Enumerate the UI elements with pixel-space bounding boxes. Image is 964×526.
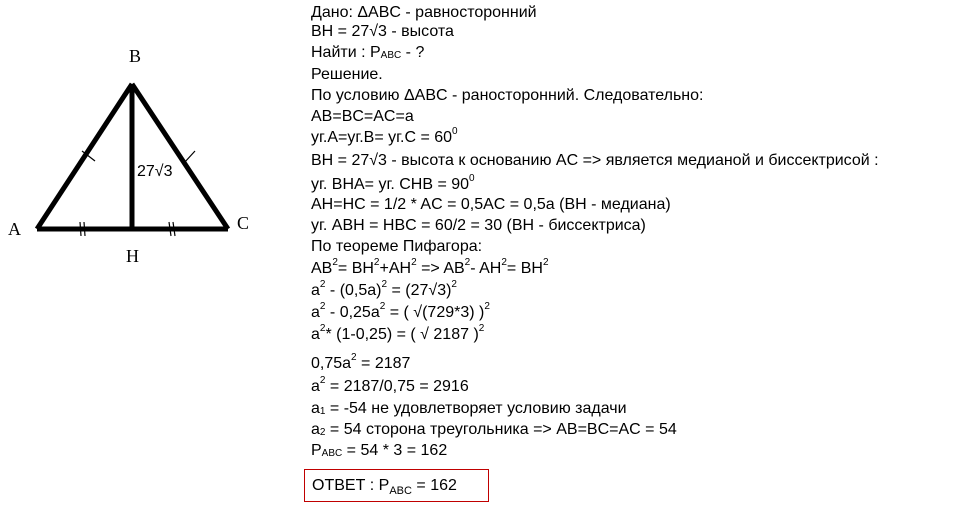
pythagoras-heading: По теореме Пифагора: (311, 238, 483, 255)
exp: 2 (379, 301, 386, 312)
eq5-b: = 2187 (356, 355, 411, 372)
eq2-a: a (311, 282, 320, 299)
tick-ah-2 (84, 222, 85, 236)
foot-h-label: H (126, 246, 139, 266)
root1-b: = -54 не удовлетворяет условию задачи (325, 400, 627, 417)
angles-line (311, 126, 458, 147)
side-ab (37, 84, 132, 229)
answer-suffix: = 162 (411, 477, 457, 494)
equation-4 (311, 323, 485, 344)
exp: 2 (319, 301, 326, 312)
exp: 2 (478, 323, 485, 334)
angles-degree: 0 (452, 126, 458, 137)
exp: 2 (319, 323, 326, 334)
sides-equal-line: AB=BC=AC=a (311, 108, 414, 125)
exp: 2 (319, 279, 326, 290)
eq3-c: = ( √(729*3) ) (385, 304, 485, 321)
exp: 2 (411, 257, 417, 268)
exp: 2 (332, 257, 338, 268)
triangle-diagram (0, 0, 300, 300)
tick-bc (184, 151, 195, 163)
exp: 2 (319, 375, 326, 386)
angles-text: уг.A=уг.B= уг.C = 60 (311, 129, 453, 146)
equation-5 (311, 352, 411, 373)
find-prefix: Найти : P (311, 44, 381, 61)
root-2-line (311, 421, 677, 442)
root2-b: = 54 сторона треугольника => AB=BC=AC = 54 (325, 421, 677, 438)
eq3-b: - 0,25a (325, 304, 380, 321)
perimeter-a: P (311, 442, 322, 459)
side-bc (132, 84, 228, 229)
answer-sub: ABC (389, 485, 412, 498)
answer-line (312, 477, 457, 497)
eq4-b: * (1-0,25) = ( √ 2187 ) (325, 326, 479, 343)
eq2-c: = (27√3) (387, 282, 452, 299)
eq6-a: a (311, 378, 320, 395)
find-line (311, 44, 424, 65)
find-sub: ABC (380, 50, 402, 61)
root1-a: a (311, 400, 320, 417)
equation-3 (311, 301, 490, 322)
tick-ah-1 (80, 222, 81, 236)
given-line: Дано: ΔABC - равносторонний (311, 4, 537, 21)
eq1-d: => AB (416, 260, 465, 277)
exp: 2 (501, 257, 507, 268)
exp: 2 (451, 279, 457, 290)
eq6-b: = 2187/0,75 = 2916 (325, 378, 469, 395)
equation-1 (311, 257, 549, 278)
perimeter-sub: ABC (321, 448, 343, 459)
find-suffix: - ? (401, 44, 425, 61)
vertex-b-label: B (129, 46, 142, 66)
height-label: 27√3 (137, 163, 173, 180)
exp: 2 (542, 257, 549, 268)
eq1-c: +AH (379, 260, 412, 277)
perimeter-b: = 54 * 3 = 162 (342, 442, 448, 459)
eq5-a: 0,75a (311, 355, 352, 372)
solution-heading: Решение. (311, 66, 383, 83)
eq1-e: - AH (470, 260, 502, 277)
root2-sub: 2 (319, 427, 326, 438)
eq1-b: = BH (337, 260, 374, 277)
exp: 2 (351, 352, 357, 363)
exp: 2 (373, 257, 380, 268)
half-angle-line: уг. ABH = HBC = 60/2 = 30 (BH - биссектриса) (311, 217, 646, 234)
eq1-a: AB (311, 260, 333, 277)
exp: 2 (484, 301, 490, 312)
perimeter-line (311, 442, 447, 463)
exp: 2 (464, 257, 471, 268)
eq3-a: a (311, 304, 320, 321)
answer-prefix: ОТВЕТ : P (312, 477, 390, 494)
height-line: BH = 27√3 - высота (311, 23, 454, 40)
condition-line: По условию ΔABC - раносторонний. Следовательно: (311, 87, 704, 104)
root-1-line (311, 400, 627, 421)
equation-2 (311, 279, 457, 300)
equation-6 (311, 375, 469, 396)
root1-sub: 1 (319, 406, 326, 417)
half-side-line: AH=HC = 1/2 * AC = 0,5AC = 0,5a (BH - медиана) (311, 196, 671, 213)
eq4-a: a (311, 326, 320, 343)
right-angles-line (311, 173, 475, 194)
right-angles-degree: 0 (469, 173, 475, 184)
root2-a: a (311, 421, 320, 438)
vertex-a-label: A (8, 219, 21, 239)
vertex-c-label: C (237, 213, 250, 233)
eq2-b: - (0,5a) (325, 282, 382, 299)
bh-median-line: BH = 27√3 - высота к основанию AC => является медианой и биссектрисой : (311, 152, 879, 169)
right-angles-text: уг. BHA= уг. CHB = 90 (311, 176, 470, 193)
eq1-f: = BH (506, 260, 543, 277)
exp: 2 (381, 279, 388, 290)
